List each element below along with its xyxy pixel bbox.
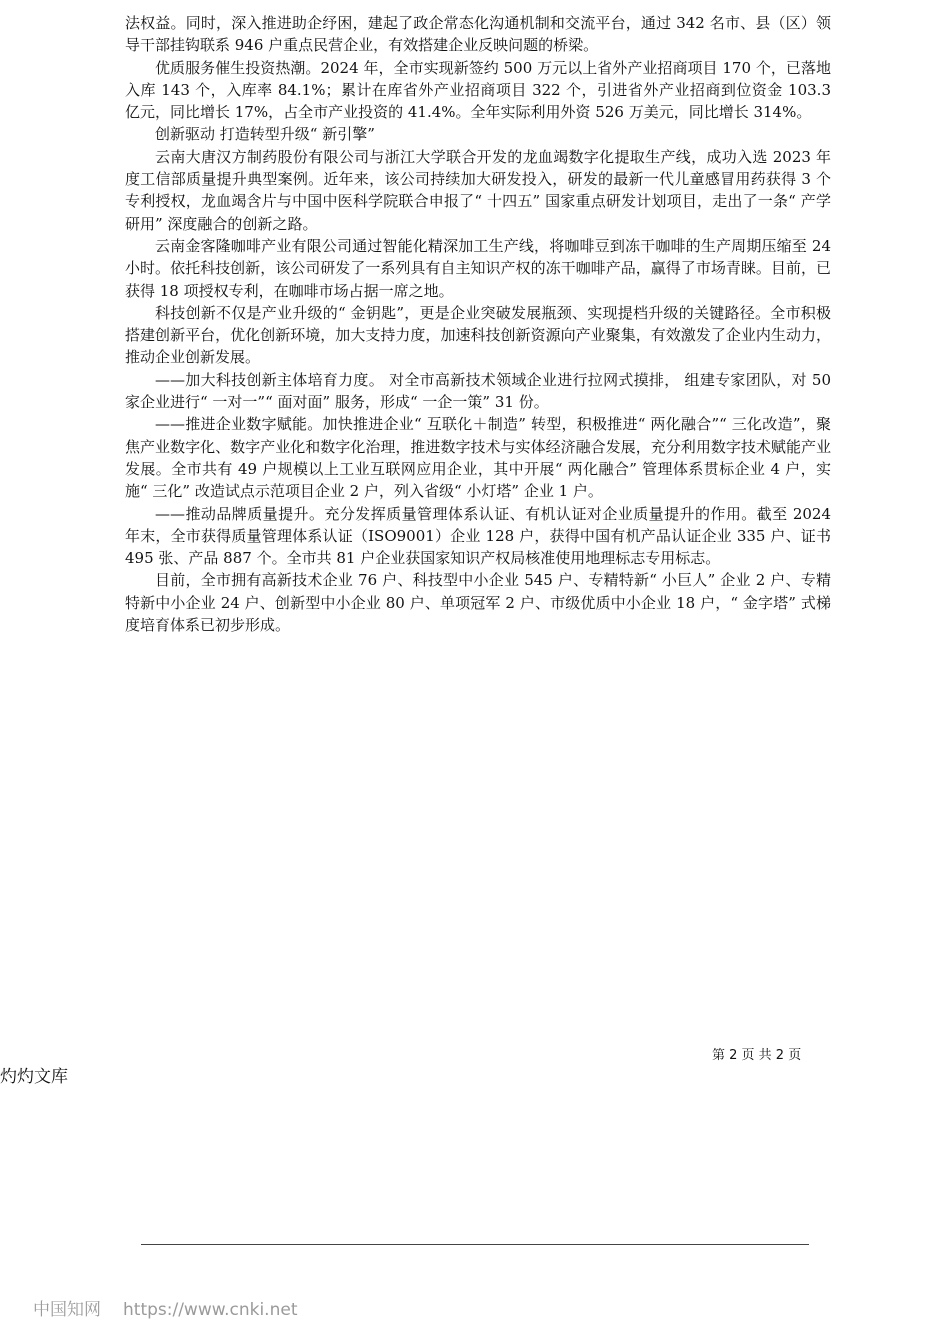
footer-url-link[interactable]: https://www.cnki.net	[123, 1300, 298, 1320]
paragraph: 法权益。同时，深入推进助企纾困，建起了政企常态化沟通机制和交流平台，通过 342 名市、县（区）领导干部挂钩联系 946 户重点民营企业，有效搭建企业反映问题的桥梁。	[125, 14, 831, 55]
paragraph: 科技创新不仅是产业升级的“ 金钥匙”，更是企业突破发展瓶颈、实现提档升级的关键路径。全市积极搭建创新平台，优化创新环境，加大支持力度，加速科技创新资源向产业聚集，有效激发了企业内生动力，推动企业创新发展。	[125, 303, 831, 367]
paragraph: ——推进企业数字赋能。加快推进企业“ 互联化＋制造” 转型，积极推进“ 两化融合”“ 三化改造”，聚焦产业数字化、数字产业化和数字化治理，推进数字技术与实体经济融合发展，充分利用数字技术赋能产业发展。全市共有 49 户规模以上工业互联网应用企业，其中开展“ 两化融合” 管理体系贯标企业 4 户，实施“ 三化” 改造试点示范项目企业 2 户，列入省级“ 小灯塔” 企业 1 户。	[125, 415, 831, 501]
section-heading: 创新驱动 打造转型升级“ 新引擎”	[155, 125, 375, 144]
paragraph: ——推动品牌质量提升。充分发挥质量管理体系认证、有机认证对企业质量提升的作用。截至 2024 年末，全市获得质量管理体系认证（ISO9001）企业 128 户，获得中国有机产品认证企业 335 户、证书 495 张、产品 887 个。全市共 81 户企业获国家知识产权局核准使用地理标志专用标志。	[125, 504, 831, 568]
page-number: 第 2 页 共 2 页	[712, 1048, 802, 1063]
footer-site-name: 中国知网	[33, 1300, 101, 1320]
paragraph: 目前，全市拥有高新技术企业 76 户、科技型中小企业 545 户、专精特新“ 小巨人” 企业 2 户、专精特新中小企业 24 户、创新型中小企业 80 户、单项冠军 2 户、市级优质中小企业 18 户，“ 金字塔” 式梯度培育体系已初步形成。	[125, 571, 831, 635]
paragraph: 优质服务催生投资热潮。2024 年，全市实现新签约 500 万元以上省外产业招商项目 170 个，已落地入库 143 个，入库率 84.1%；累计在库省外产业招商项目 322 个，引进省外产业招商到位资金 103.3 亿元，同比增长 17%，占全市产业投资的 41.4%。全年实际利用外资 526 万美元，同比增长 314%。	[125, 58, 831, 122]
paragraph: 云南大唐汉方制药股份有限公司与浙江大学联合开发的龙血竭数字化提取生产线，成功入选 2023 年度工信部质量提升典型案例。近年来，该公司持续加大研发投入，研发的最新一代儿童感冒用药获得 3 个专利授权，龙血竭含片与中国中医科学院联合申报了“ 十四五” 国家重点研发计划项目，走出了一条“ 产学研用” 深度融合的创新之路。	[125, 147, 831, 233]
footer	[33, 1295, 297, 1320]
paragraph: 云南金客隆咖啡产业有限公司通过智能化精深加工生产线，将咖啡豆到冻干咖啡的生产周期压缩至 24 小时。依托科技创新，该公司研发了一系列具有自主知识产权的冻干咖啡产品，赢得了市场青睐。目前，已获得 18 项授权专利，在咖啡市场占据一席之地。	[125, 236, 831, 300]
paragraph: ——加大科技创新主体培育力度。 对全市高新技术领域企业进行拉网式摸排， 组建专家团队，对 50 家企业进行“ 一对一”“ 面对面” 服务，形成“ 一企一策” 31 份。	[125, 370, 831, 412]
document-body	[125, 12, 831, 636]
brand-watermark: 灼灼文库	[0, 1067, 68, 1087]
footer-divider	[141, 1244, 809, 1245]
